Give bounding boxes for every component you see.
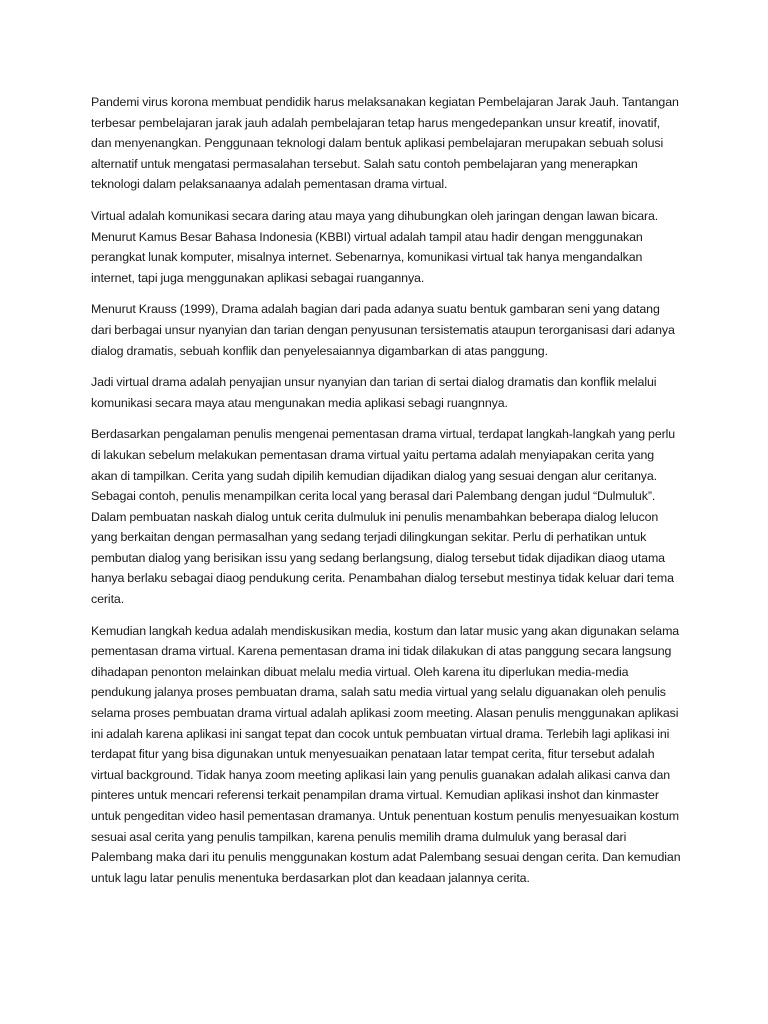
paragraph-2: Virtual adalah komunikasi secara daring atau maya yang dihubungkan oleh jaringan dengan lawan bicara. Menurut Kamus Besar Bahasa Indonesia (KBBI) virtual adalah tampil atau hadir dengan menggunakan perangkat lunak komputer, misalnya internet. Sebenarnya, komunikasi virtual tak hanya mengandalkan internet, tapi juga menggunakan aplikasi sebagai ruangannya. bbox=[91, 208, 659, 285]
paragraph-3: Menurut Krauss (1999), Drama adalah bagian dari pada adanya suatu bentuk gambaran seni yang datang dari berbagai unsur nyanyian dan tarian dengan penyusunan tersistematis ataupun terorganisasi dari adanya dialog dramatis, sebuah konflik dan penyelesaiannya digambarkan di atas panggung. bbox=[91, 302, 675, 358]
paragraph-5: Berdasarkan pengalaman penulis mengenai pementasan drama virtual, terdapat langkah-langkah yang perlu di lakukan sebelum melakukan pementasan drama virtual yaitu pertama adalah menyiapakan cerita yang akan di tampilkan. Cerita yang sudah dipilih kemudian dijadikan dialog yang sesuai dengan alur ceritanya. Sebagai contoh, penulis menampilkan cerita local yang berasal dari Palembang dengan judul “Dulmuluk”. Dalam pembuatan naskah dialog untuk cerita dulmuluk ini penulis menambahkan beberapa dialog lelucon yang berkaitan dengan permasalhan yang sedang terjadi dilingkungan sekitar. Perlu di perhatikan untuk pembutan dialog yang berisikan issu yang sedang berlangsung, dialog tersebut tidak dijadikan diaog utama hanya berlaku sebagai diaog pendukung cerita. Penambahan dialog tersebut mestinya tidak keluar dari tema cerita. bbox=[91, 427, 676, 607]
paragraph-6: Kemudian langkah kedua adalah mendiskusikan media, kostum dan latar music yang akan digunakan selama pementasan drama virtual. Karena pementasan drama ini tidak dilakukan di atas panggung secara langsung dihadapan penonton melainkan dibuat melalu media virtual. Oleh karena itu diperlukan media-media pendukung jalanya proses pembuatan drama, salah satu media virtual yang selalu diguanakan oleh penulis selama proses pembuatan drama virtual adalah aplikasi zoom meeting. Alasan penulis menggunakan aplikasi ini adalah karena aplikasi ini sangat tepat dan cocok untuk pembuatan virtual drama. Terlebih lagi aplikasi ini terdapat fitur yang bisa digunakan untuk menyesuaikan penataan latar tempat cerita, fitur tersebut adalah virtual background. Tidak hanya zoom meeting aplikasi lain yang penulis guanakan adalah alikasi canva dan pinteres untuk mencari referensi terkait penampilan drama virtual. Kemudian aplikasi inshot dan kinmaster untuk pengeditan video hasil pementasan dramanya. Untuk penentuan kostum penulis menyesuaikan kostum sesuai asal cerita yang penulis tampilkan, karena penulis memilih drama dulmuluk yang berasal dari Palembang maka dari itu penulis menggunakan kostum adat Palembang sesuai dengan cerita. Dan kemudian untuk lagu latar penulis menentuka berdasarkan plot dan keadaan jalannya cerita. bbox=[91, 623, 681, 885]
document-body bbox=[91, 92, 681, 899]
paragraph-4: Jadi virtual drama adalah penyajian unsur nyanyian dan tarian di sertai dialog dramatis dan konflik melalui komunikasi secara maya atau mengunakan media aplikasi sebagi ruangnnya. bbox=[91, 375, 657, 410]
paragraph-1: Pandemi virus korona membuat pendidik harus melaksanakan kegiatan Pembelajaran Jarak Jauh. Tantangan terbesar pembelajaran jarak jauh adalah pembelajaran tetap harus mengedepankan unsur kreatif, inovatif, dan menyenangkan. Penggunaan teknologi dalam bentuk aplikasi pembelajaran merupakan sebuah solusi alternatif untuk mengatasi permasalahan tersebut. Salah satu contoh pembelajaran yang menerapkan teknologi dalam pelaksanaanya adalah pementasan drama virtual. bbox=[91, 95, 679, 192]
